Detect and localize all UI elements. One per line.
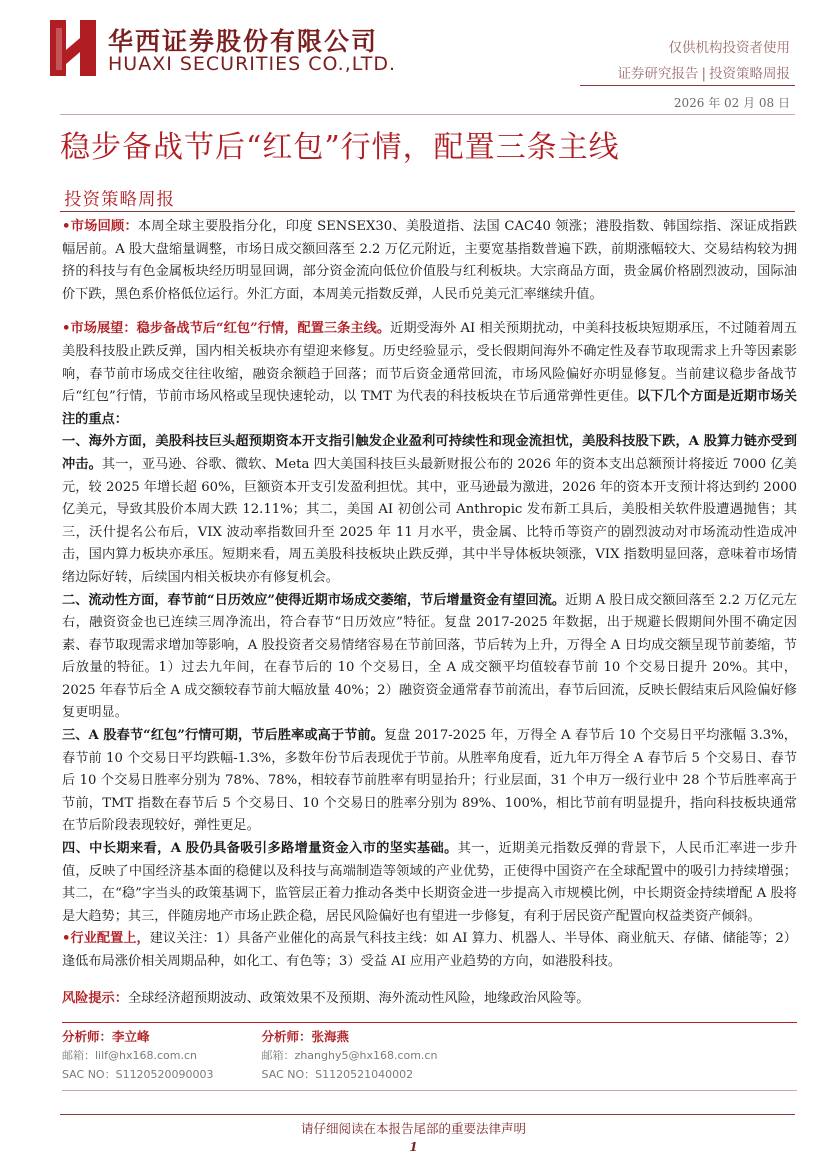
bullet-icon: •: [62, 931, 71, 947]
bullet-icon: •: [62, 219, 71, 234]
analyst-bottom-divider: [62, 1090, 797, 1091]
market-outlook-paragraph: [62, 318, 797, 431]
industry-allocation-paragraph: [62, 928, 797, 973]
point-spring-festival-text: 复盘 2017-2025 年，万得全 A 春节后 10 个交易日平均涨幅 3.3%，春节前 10 个交易日平均跌幅-1.3%，多数年份节后表现优于节前。从胜率角度看，近九年万得全 A 春节后 5 个交易日、春节后 10 个交易日胜率分别为 78%、78%，相较春节前胜率有明显抬升；行业层面，31 个申万一级行业中 28 个节后胜率高于节前，TMT 指数在春节后 5 个交易日、10 个交易日的胜率分别为 89%、100%，相比节前有明显提升，指向科技板块通常在节后阶段表现较好，弹性更足。: [62, 728, 797, 834]
point-liquidity-heading: 二、流动性方面，春节前“日历效应”使得近期市场成交萎缩，节后增量资金有望回流。: [62, 592, 566, 608]
risk-label: 风险提示：: [62, 990, 128, 1006]
point-spring-festival: [62, 725, 797, 838]
report-body: [62, 216, 797, 1091]
point-spring-festival-heading: 三、A 股春节“红包”行情可期，节后胜率或高于节前。: [62, 728, 384, 744]
analyst-name: 分析师：李立峰: [62, 1029, 150, 1045]
point-long-term-text: 其一，近期美元指数反弹的背景下，人民币汇率进一步升值，反映了中国经济基本面的稳健以及科技与高端制造等领域的产业优势，正使得中国资产在全球配置中的吸引力持续增强；其二，在“稳”字当头的政策基调下，监管层正着力推动各类中长期资金进一步提高入市规模比例，中长期资金持续增配 A 股将是大趋势；其三，伴随房地产市场止跌企稳，居民风险偏好也有望进一步修复，有利于居民资产配置向权益类资产倾斜。: [62, 841, 798, 924]
point-overseas-text: 其一，亚马逊、谷歌、微软、Meta 四大美国科技巨头最新财报公布的 2026 年的资本支出总额预计将接近 7000 亿美元，较 2025 年增长超 60%，巨额资本开支引发盈利担忧。其中，亚马逊最为激进，2026 年的资本开支预计将达到约 2000 亿美元，导致其股价本周大跌 12.11%；其二，美国 AI 初创公司 Anthropic 发布新工具后，美股相关软件股遭遇抛售；其三，沃什提名公布后，VIX 波动率指数回升至 2025 年 11 月水平，贵金属、比特币等资产的剧烈波动对市场流动性造成冲击，国内算力板块亦承压。短期来看，周五美股科技板块止跌反弹，其中半导体板块领涨，VIX 指数明显回落，意味着市场情绪边际好转，后续国内相关板块亦有修复机会。: [62, 456, 797, 585]
header-divider: [580, 85, 795, 86]
report-category: 证券研究报告: [617, 66, 699, 82]
analyst-sac: SAC NO：S1120520090003: [62, 1068, 214, 1082]
analyst-name: 分析师：张海燕: [261, 1029, 350, 1045]
analyst-email[interactable]: 邮箱：zhanghy5@hx168.com.cn: [261, 1049, 438, 1063]
footer-divider: [60, 1114, 795, 1115]
point-long-term: [62, 838, 797, 928]
subtitle-divider: [60, 211, 795, 212]
company-name-cn: 华西证券股份有限公司: [108, 27, 379, 56]
page-number: 1: [409, 1140, 418, 1154]
report-title: 稳步备战节后“红包”行情，配置三条主线: [60, 130, 620, 165]
risk-text: 全球经济超预期波动、政策效果不及预期、海外流动性风险，地缘政治风险等。: [127, 990, 590, 1006]
analyst-email[interactable]: 邮箱：lilf@hx168.com.cn: [62, 1049, 198, 1063]
report-subcategory: 投资策略周报: [709, 66, 790, 82]
analyst-divider: [62, 1022, 797, 1023]
company-name-en: HUAXI SECURITIES CO.,LTD.: [108, 53, 396, 75]
point-long-term-heading: 四、中长期来看，A 股仍具备吸引多路增量资金入市的坚实基础。: [62, 841, 458, 857]
point-overseas: [62, 431, 797, 589]
market-review-label: 市场回顾：: [70, 219, 138, 234]
point-liquidity: [62, 590, 797, 726]
market-outlook-tail: 以下几个方面是近期市场关注的重点：: [62, 389, 797, 427]
market-review-text: 本周全球主要股指分化，印度 SENSEX30、美股道指、法国 CAC40 领涨；港股指数、韩国综指、深证成指跌幅居前。A 股大盘缩量调整，市场日成交额回落至 2.2 万亿元附近，主要宽基指数普遍下跌，前期涨幅较大、交易结构较为拥挤的科技与有色金属板块经历明显回调，部分资金流向低位价值股与红利板块。大宗商品方面，贵金属价格剧烈波动，国际油价下跌，黑色系价格低位运行。外汇方面，本周美元指数反弹，人民币兑美元汇率继续升值。: [62, 219, 797, 302]
analyst-block: [62, 1027, 797, 1084]
industry-allocation-label: 行业配置上，: [70, 931, 150, 947]
bullet-icon: •: [62, 321, 71, 337]
analyst-card: [62, 1027, 214, 1084]
report-type-separator: |: [701, 66, 706, 82]
industry-allocation-text: 建议关注：1）具备产业催化的高景气科技主线：如 AI 算力、机器人、半导体、商业航天、存储、储能等；2）逢低布局涨价相关周期品种，如化工、有色等；3）受益 AI 应用产业趋势的方向，如港股科技。: [62, 931, 797, 969]
company-logo-icon: [50, 20, 96, 76]
report-date: 2026 年 02 月 08 日: [673, 96, 790, 110]
date-divider: [60, 114, 795, 115]
market-review-paragraph: [62, 216, 797, 306]
market-outlook-label: 市场展望：稳步备战节后“红包”行情，配置三条主线。: [70, 321, 391, 337]
point-overseas-heading: 一、海外方面，美股科技巨头超预期资本开支指引触发企业盈利可持续性和现金流担忧，美股科技股下跌，A 股算力链亦受到冲击。: [62, 434, 797, 472]
analyst-sac: SAC NO：S1120521040002: [261, 1068, 414, 1082]
restriction-note: 仅供机构投资者使用: [668, 40, 790, 56]
analyst-card: [262, 1027, 438, 1084]
report-subtitle: 投资策略周报: [64, 190, 175, 210]
risk-warning: [62, 988, 797, 1011]
report-type: [617, 62, 790, 82]
market-outlook-text: 近期受海外 AI 相关预期扰动，中美科技板块短期承压，不过随着周五美股科技股止跌反弹，国内相关板块亦有望迎来修复。历史经验显示，受长假期间海外不确定性及春节取现需求上升等因素影响，春节前市场成交往往收缩，融资余额趋于回落；而节后资金通常回流，市场风险偏好亦明显修复。当前建议稳步备战节后“红包”行情，节前市场风格或呈现快速轮动，以 TMT 为代表的科技板块在节后通常弹性更佳。: [62, 321, 797, 405]
point-liquidity-text: 近期 A 股日成交额回落至 2.2 万亿元左右，融资资金也已连续三周净流出，符合春节“日历效应”特征。复盘 2017-2025 年数据，出于规避长假期间外围不确定因素、春节取现需求增加等影响，A 股投资者交易情绪容易在节前回落，节后转为上升，万得全 A 日均成交额呈现节前萎缩，节后放量的特征。1）过去九年间，在春节后的 10 个交易日，全 A 成交额平均值较春节前 10 个交易日提升 20%。其中，2025 年春节后全 A 成交额较春节前大幅放量 40%；2）融资资金通常春节前流出，春节后回流，反映长假结束后风险偏好修复更明显。: [62, 592, 797, 721]
legal-disclaimer-note: 请仔细阅读在本报告尾部的重要法律声明: [300, 1121, 526, 1136]
